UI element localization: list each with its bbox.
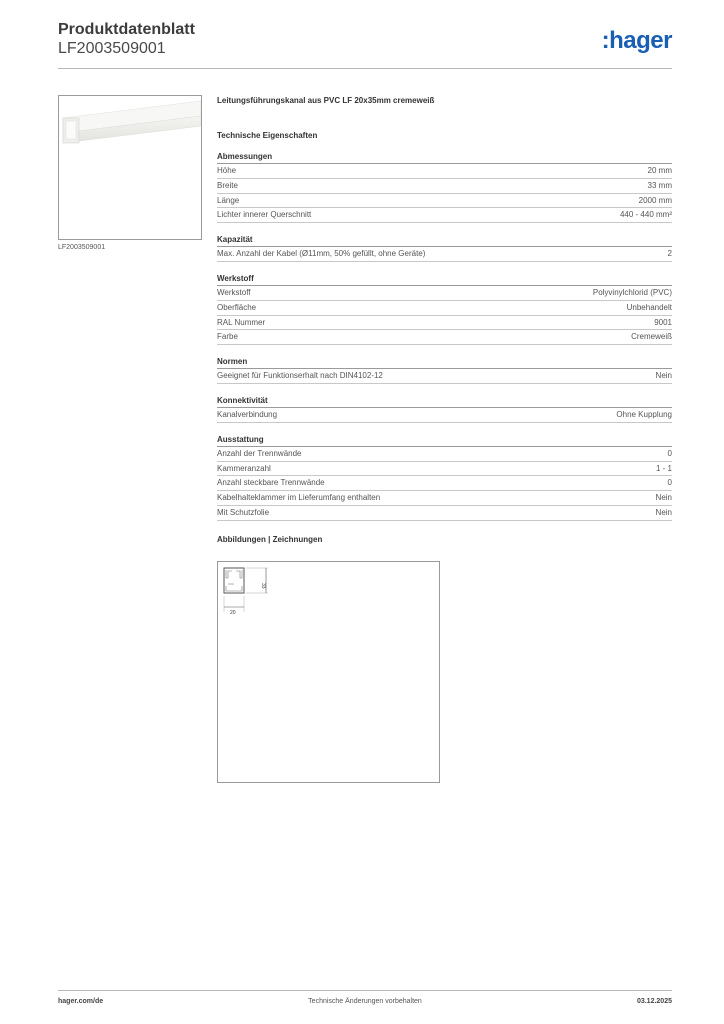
spec-value: 20 mm bbox=[647, 166, 672, 175]
spec-label: Lichter innerer Querschnitt bbox=[217, 210, 312, 220]
technical-drawing bbox=[217, 561, 440, 783]
width-dimension-label: 20 bbox=[230, 610, 236, 616]
drawings-heading: Abbildungen | Zeichnungen bbox=[217, 534, 323, 544]
spec-row bbox=[217, 164, 672, 179]
spec-value: 0 bbox=[667, 478, 672, 488]
spec-value: 33 mm bbox=[647, 180, 672, 190]
section-title: Abmessungen bbox=[217, 152, 672, 164]
spec-value: 9001 bbox=[654, 317, 672, 327]
spec-row bbox=[217, 369, 672, 384]
spec-value: 1 - 1 bbox=[655, 463, 672, 473]
footer-disclaimer: Technische Änderungen vorbehalten bbox=[308, 998, 422, 1005]
spec-section bbox=[217, 357, 672, 384]
spec-label: Geeignet für Funktionserhalt nach DIN4102-12 bbox=[217, 371, 383, 381]
technical-properties-heading: Technische Eigenschaften bbox=[217, 131, 318, 140]
page-header bbox=[58, 20, 672, 68]
spec-value: Polyvinylchlorid (PVC) bbox=[592, 287, 672, 297]
spec-section bbox=[217, 235, 672, 262]
cable-duct-illustration bbox=[59, 96, 201, 239]
spec-row bbox=[217, 476, 672, 491]
spec-row bbox=[217, 247, 672, 262]
spec-value: 440 - 440 mm² bbox=[619, 210, 672, 220]
spec-row bbox=[217, 316, 672, 331]
section-title: Konnektivität bbox=[217, 396, 672, 408]
spec-row bbox=[217, 506, 672, 521]
specification-column bbox=[217, 96, 672, 544]
spec-label: Mit Schutzfolie bbox=[217, 507, 270, 517]
spec-label: Kabelhalteklammer im Lieferumfang enthalten bbox=[217, 493, 381, 503]
spec-value: Nein bbox=[655, 371, 672, 381]
product-image bbox=[58, 95, 202, 240]
spec-label: Farbe bbox=[217, 332, 238, 342]
spec-value: Nein bbox=[655, 493, 672, 503]
spec-section bbox=[217, 396, 672, 423]
spec-label: RAL Nummer bbox=[217, 317, 266, 327]
spec-label: Breite bbox=[217, 180, 238, 190]
spec-label: Höhe bbox=[217, 166, 237, 175]
spec-row bbox=[217, 286, 672, 301]
spec-label: Kanalverbindung bbox=[217, 409, 278, 419]
spec-row bbox=[217, 301, 672, 316]
spec-row bbox=[217, 194, 672, 209]
spec-label: Kammeranzahl bbox=[217, 463, 271, 473]
spec-row bbox=[217, 408, 672, 423]
section-title: Werkstoff bbox=[217, 274, 672, 286]
spec-row bbox=[217, 330, 672, 345]
cross-section-drawing bbox=[218, 562, 439, 782]
product-name: Leitungsführungskanal aus PVC LF 20x35mm cremeweiß bbox=[217, 96, 435, 105]
spec-row bbox=[217, 462, 672, 477]
spec-value: Ohne Kupplung bbox=[616, 409, 672, 419]
spec-label: Anzahl steckbare Trennwände bbox=[217, 478, 325, 488]
spec-row bbox=[217, 179, 672, 194]
section-title: Normen bbox=[217, 357, 672, 369]
section-title: Ausstattung bbox=[217, 435, 672, 447]
footer-date: 03.12.2025 bbox=[636, 998, 672, 1005]
header-divider bbox=[58, 68, 672, 69]
spec-value: Cremeweiß bbox=[631, 332, 672, 342]
section-title: Kapazität bbox=[217, 235, 672, 247]
spec-value: 2000 mm bbox=[638, 195, 672, 205]
spec-section bbox=[217, 152, 672, 223]
spec-label: Werkstoff bbox=[217, 287, 251, 297]
spec-label: Länge bbox=[217, 195, 240, 205]
height-dimension-label: 33 bbox=[260, 583, 266, 589]
spec-sections bbox=[217, 152, 672, 521]
spec-value: 0 bbox=[667, 448, 672, 458]
spec-section bbox=[217, 435, 672, 521]
hager-logo: :hager bbox=[601, 27, 672, 54]
spec-row bbox=[217, 208, 672, 223]
footer-website[interactable]: hager.com/de bbox=[58, 998, 104, 1005]
spec-value: 2 bbox=[667, 249, 672, 259]
spec-value: Nein bbox=[655, 507, 672, 517]
spec-label: Anzahl der Trennwände bbox=[217, 448, 302, 458]
spec-label: Oberfläche bbox=[217, 302, 257, 312]
page-title: Produktdatenblatt bbox=[58, 21, 195, 38]
spec-section bbox=[217, 274, 672, 345]
footer-divider bbox=[58, 990, 672, 991]
spec-value: Unbehandelt bbox=[626, 302, 672, 312]
product-number: LF2003509001 bbox=[58, 40, 166, 57]
spec-row bbox=[217, 447, 672, 462]
image-caption: LF2003509001 bbox=[58, 244, 106, 251]
spec-row bbox=[217, 491, 672, 506]
spec-label: Max. Anzahl der Kabel (Ø11mm, 50% gefüllt, ohne Geräte) bbox=[217, 249, 426, 259]
